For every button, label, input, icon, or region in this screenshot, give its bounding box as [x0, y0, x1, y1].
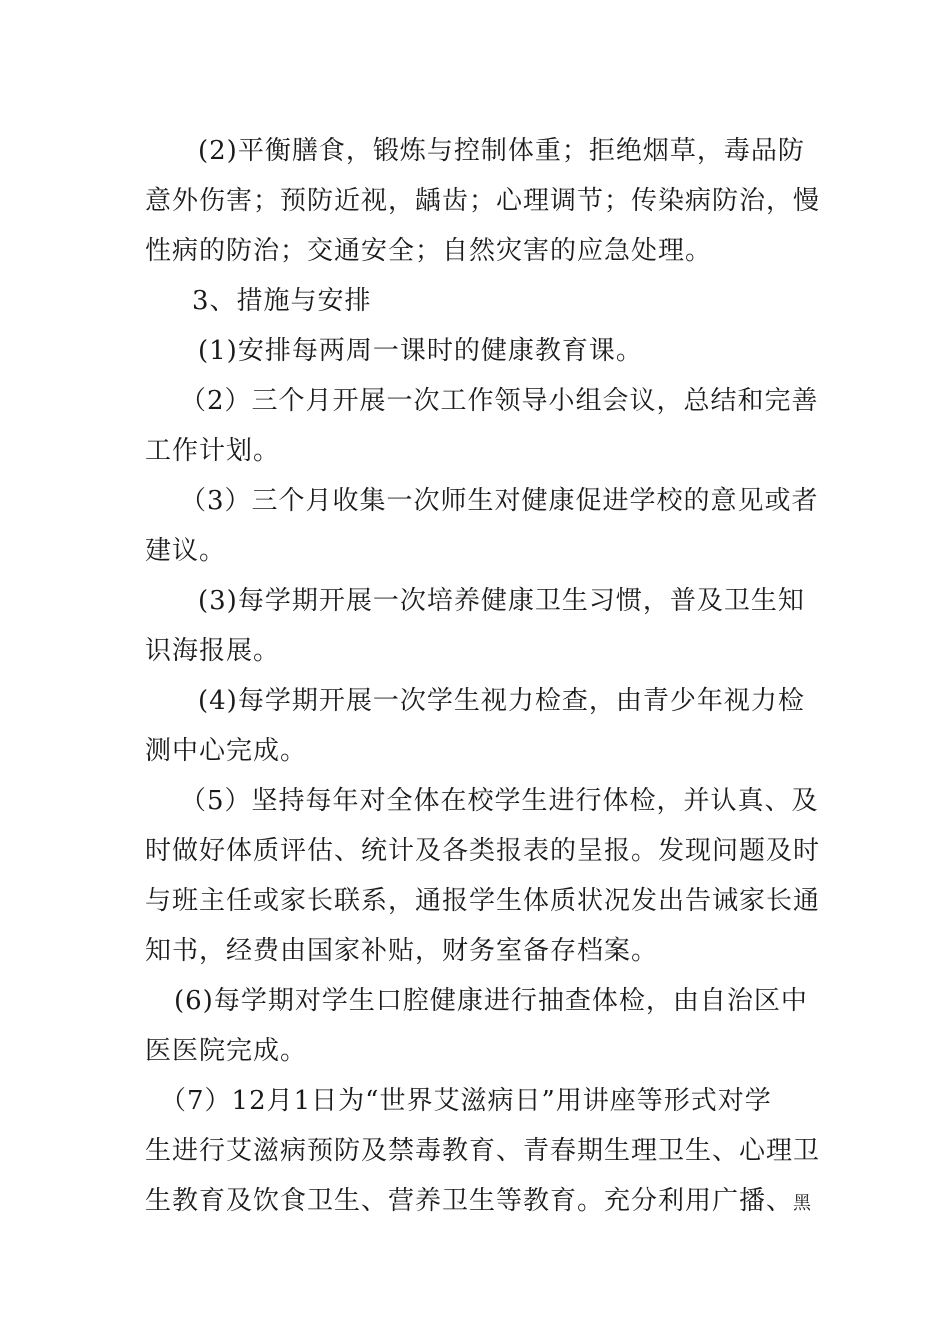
paragraph-line: (6)每学期对学生口腔健康进行抽查体检，由自治区中: [174, 986, 808, 1016]
paragraph-line: 生进行艾滋病预防及禁毒教育、青春期生理卫生、心理卫: [145, 1136, 821, 1166]
paragraph-line: 测中心完成。: [145, 736, 308, 766]
paragraph-line: (2)平衡膳食，锻炼与控制体重；拒绝烟草，毒品防: [198, 136, 805, 166]
paragraph-line-text: 生教育及饮食卫生、营养卫生等教育。充分利用广播、: [145, 1186, 794, 1216]
paragraph-line: 建议。: [145, 536, 227, 566]
paragraph-line: 识海报展。: [145, 636, 281, 666]
paragraph-line: 性病的防治；交通安全；自然灾害的应急处理。: [145, 236, 713, 266]
paragraph-line-tail: 黑: [793, 1193, 813, 1214]
paragraph-line: 与班主任或家长联系，通报学生体质状况发出告诫家长通: [145, 886, 821, 916]
section-heading: 3、措施与安排: [192, 286, 372, 316]
paragraph-line: 工作计划。: [145, 436, 281, 466]
paragraph-line: （7）12月1日为“世界艾滋病日”用讲座等形式对学: [160, 1086, 772, 1116]
paragraph-line: （2）三个月开展一次工作领导小组会议，总结和完善: [180, 386, 819, 416]
paragraph-line: [145, 1184, 813, 1221]
paragraph-line: (4)每学期开展一次学生视力检查，由青少年视力检: [198, 686, 805, 716]
paragraph-line: (1)安排每两周一课时的健康教育课。: [198, 336, 643, 366]
paragraph-line: 意外伤害；预防近视，龋齿；心理调节；传染病防治，慢: [145, 186, 821, 216]
paragraph-line: 知书，经费由国家补贴，财务室备存档案。: [145, 936, 659, 966]
paragraph-line: (3)每学期开展一次培养健康卫生习惯，普及卫生知: [198, 586, 805, 616]
paragraph-line: 医医院完成。: [145, 1036, 308, 1066]
paragraph-line: （5）坚持每年对全体在校学生进行体检，并认真、及: [180, 786, 819, 816]
paragraph-line: （3）三个月收集一次师生对健康促进学校的意见或者: [180, 486, 819, 516]
paragraph-line: 时做好体质评估、统计及各类报表的呈报。发现问题及时: [145, 836, 821, 866]
